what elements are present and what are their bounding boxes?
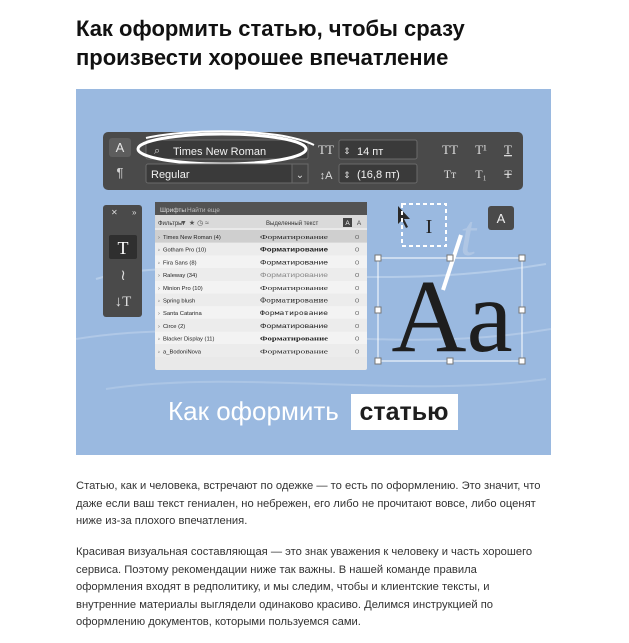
font-sample: Форматирование [260,349,329,356]
svg-text:A: A [115,140,125,155]
svg-text:⇕: ⇕ [343,170,351,180]
tab-find-more[interactable]: Найти еще [187,207,220,214]
font-sample: Форматирование [260,310,329,318]
all-caps-icon[interactable]: TT [442,142,458,157]
chevron-right-icon[interactable]: › [158,273,160,280]
preview-large-icon[interactable]: A [345,220,350,227]
chevron-right-icon[interactable]: › [158,349,160,356]
fonts-panel [155,202,367,370]
type-tools-panel [103,205,142,317]
hero-canvas [76,89,551,455]
font-name: Santa Catarina [163,311,202,318]
paragraph-2 [76,544,551,632]
font-list-item[interactable] [155,306,367,319]
font-sample: Форматирование [260,285,329,292]
type-on-path-icon[interactable]: ≀ [120,267,126,284]
filters-label: Фильтры: [158,221,185,227]
font-type-icon: O [355,323,360,330]
font-type-icon: O [355,298,360,305]
close-icon[interactable]: ✕ [111,208,118,217]
font-list-item[interactable] [155,230,367,243]
leading-icon: ↕A [319,170,333,182]
paragraph-line: оформлению документов, которыми пользуемся сами. [76,616,361,628]
underline-icon[interactable]: T [504,142,512,157]
paragraph-line: сервиса. Поэтому рекомендации ниже так важны. В нашей команде правила [76,563,477,576]
font-list-item[interactable] [155,243,367,256]
hero-caption [168,394,458,430]
touch-type-icon[interactable]: A [496,211,506,226]
font-list-item[interactable] [155,332,367,345]
filter-icon[interactable]: ▼ ★ ◷ ≈ [180,220,209,227]
chevron-right-icon[interactable]: › [158,311,160,318]
font-name: Spring blush [163,298,196,305]
selected-text-dropdown[interactable]: Выделенный текст [266,221,319,227]
chevron-right-icon[interactable]: › [158,235,160,241]
paragraph-line: внутренние материалы выглядели одинаково красиво. Делимся инструкцией по [76,598,494,611]
paragraph-line: оформления входят в редполитику, и мы следим, чтобы и клиентские тексты, и [76,581,490,593]
font-sample: Форматирование [260,235,329,241]
hero-illustration [76,89,551,455]
paragraph-line: Статью, как и человека, встречают по одежке — то есть по оформлению. Это значит, что [76,480,541,492]
character-toolbar [103,131,523,190]
chevron-down-icon[interactable]: ⌄ [295,170,305,181]
font-name: Circe (2) [163,323,186,330]
font-type-icon: O [355,285,360,292]
font-family-value: Times New Roman [173,146,267,158]
small-caps-icon[interactable]: Tт [443,167,457,181]
font-type-icon: O [355,247,360,254]
chevron-right-icon[interactable]: › [158,285,160,292]
font-name: Blacker Display (11) [163,336,215,343]
font-name: Gotham Pro (10) [163,247,207,254]
svg-text:»: » [132,208,137,217]
font-name: Times New Roman (4) [163,235,221,241]
font-name: Fira Sans (8) [163,260,197,267]
font-list-item[interactable] [155,344,367,357]
article-title-line-2: произвести хорошее впечатление [76,45,449,70]
paragraph-line: ниже из-за плохого впечатления. [76,515,248,527]
caption-plain: Как оформить [168,396,339,426]
tab-fonts[interactable]: Шрифты [160,207,187,214]
font-list-item[interactable] [155,268,367,281]
font-size-value: 14 пт [357,146,384,158]
font-name: Minion Pro (10) [163,285,203,292]
font-style-value: Regular [151,169,190,181]
text-cursor-icon: I [425,216,433,238]
font-type-icon: O [355,311,360,318]
font-type-icon: O [355,235,360,241]
preview-small-icon[interactable]: A [356,220,362,227]
caption-highlight: статью [359,398,449,426]
font-sample: Форматирование [260,336,329,343]
font-sample: Форматирование [260,247,329,254]
font-list-item[interactable] [155,255,367,268]
chevron-right-icon[interactable]: › [158,298,160,305]
paragraph-line: Красивая визуальная составляющая — это знак уважения к человеку и часть хорошего [76,546,533,558]
font-name: a_BodoniNova [163,349,202,356]
font-name: Raleway (34) [163,273,198,280]
svg-text:t: t [460,203,477,268]
specimen-text: Aa [391,259,513,374]
leading-value: (16,8 пт) [357,169,400,181]
type-tool-icon[interactable]: T [117,238,129,258]
font-list-item[interactable] [155,319,367,332]
font-sample: Форматирование [260,273,329,280]
paragraph-1 [76,478,551,531]
font-type-icon: O [355,349,360,356]
font-size-icon: TT [318,142,334,157]
subscript-icon[interactable]: T₁ [475,167,487,181]
stepper-icon[interactable]: ⇕ [343,146,351,156]
paragraph-line: даже если ваш текст гениален, но небрежен, его либо не прочитают вовсе, либо оценят [76,497,536,510]
paragraph-icon[interactable]: ¶ [116,165,124,180]
vertical-type-icon[interactable]: ↓T [114,294,132,310]
font-sample: Форматирование [260,323,329,330]
font-type-icon: O [355,260,360,267]
superscript-icon[interactable]: T¹ [475,142,487,157]
selection-cursor-icon [398,206,410,228]
font-type-icon: O [355,336,360,343]
font-type-icon: O [355,273,360,280]
article-title-line-1: Как оформить статью, чтобы сразу [76,16,465,41]
font-sample: Форматирование [260,297,329,305]
chevron-right-icon[interactable]: › [158,260,160,267]
font-list-item[interactable] [155,294,367,307]
article-title [76,14,556,72]
font-sample: Форматирование [260,260,329,267]
chevron-right-icon[interactable]: › [158,247,160,254]
strikethrough-icon[interactable]: T [504,167,512,181]
search-icon: ⌕ [154,145,161,157]
font-list-item[interactable] [155,281,367,294]
chevron-right-icon[interactable]: › [158,323,160,330]
chevron-right-icon[interactable]: › [158,336,160,343]
